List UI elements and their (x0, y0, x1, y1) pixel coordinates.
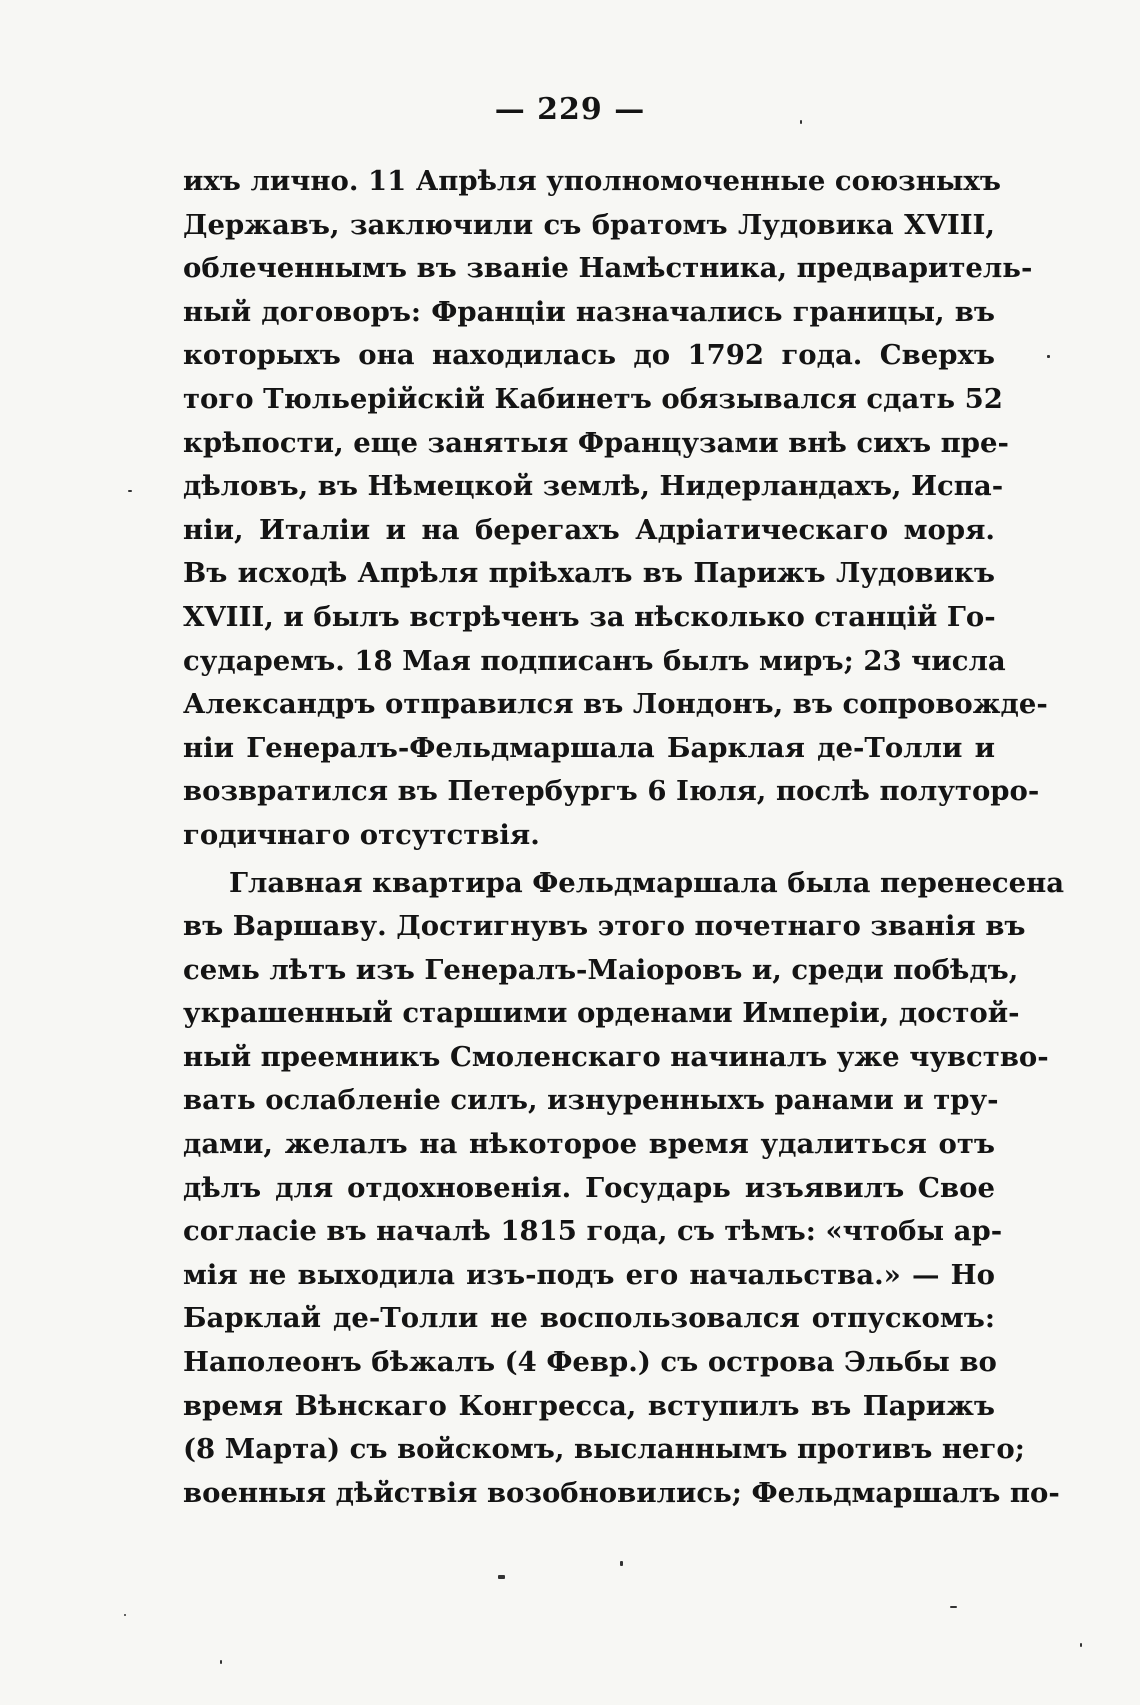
text-line: возвратился въ Петербургъ 6 Іюля, послѣ полуторо- (183, 775, 1040, 808)
paragraph-1 (183, 160, 1048, 858)
text-line: годичнаго отсутствія. (183, 818, 540, 851)
text-line: ніи Генералъ-Фельдмаршала Барклая де-Толли и (183, 731, 995, 764)
text-line: Державъ, заключили съ братомъ Лудовика XVIII, (183, 208, 995, 241)
scan-speck (124, 1614, 126, 1616)
text-line: ный договоръ: Франціи назначались границы, въ (183, 295, 995, 328)
text-line: украшенный старшими орденами Имперіи, достой- (183, 997, 1020, 1030)
text-line: семь лѣтъ изъ Генералъ-Маіоровъ и, среди побѣдъ, (183, 953, 1019, 986)
text-line: крѣпости, еще занятыя Французами внѣ сихъ пре- (183, 426, 1009, 459)
body-text (183, 160, 1065, 1515)
text-line: время Вѣнскаго Конгресса, вступилъ въ Парижъ (183, 1389, 995, 1422)
text-line: согласіе въ началѣ 1815 года, съ тѣмъ: «чтобы ар- (183, 1215, 1003, 1248)
text-line: (8 Марта) съ войскомъ, высланнымъ противъ него; (183, 1433, 1025, 1466)
scan-speck (498, 1575, 505, 1579)
page-number: — 229 — (494, 92, 646, 127)
scan-speck (128, 490, 132, 492)
text-line: ихъ лично. 11 Апрѣля уполномоченные союзныхъ (183, 165, 1001, 197)
text-line: дами, желалъ на нѣкоторое время удалиться отъ (183, 1128, 995, 1161)
text-line: Барклай де-Толли не воспользовался отпускомъ: (183, 1302, 995, 1335)
text-line: Александръ отправился въ Лондонъ, въ сопровожде- (183, 688, 1048, 721)
scan-speck (220, 1660, 222, 1664)
text-line: ный преемникъ Смоленскаго начиналъ уже чувство- (183, 1040, 1049, 1073)
scan-speck (1080, 1643, 1082, 1647)
text-line: Главная квартира Фельдмаршала была перенесена (229, 866, 1065, 899)
text-line: въ Варшаву. Достигнувъ этого почетнаго званія въ (183, 910, 1026, 943)
text-line: мія не выходила изъ-подъ его начальства.» — Но (183, 1258, 995, 1291)
text-line: военныя дѣйствія возобновились; Фельдмаршалъ по- (183, 1476, 1060, 1509)
text-line: которыхъ она находилась до 1792 года. Сверхъ (183, 339, 995, 372)
paragraph-2 (183, 862, 1065, 1516)
text-line: ніи, Италіи и на берегахъ Адріатическаго моря. (183, 513, 995, 546)
scan-speck (1047, 355, 1050, 358)
text-line: дѣловъ, въ Нѣмецкой землѣ, Нидерландахъ, Испа- (183, 470, 1004, 503)
text-line: дѣлъ для отдохновенія. Государь изъявилъ Свое (183, 1171, 995, 1204)
scan-speck (620, 1561, 623, 1566)
text-line: Въ исходѣ Апрѣля пріѣхалъ въ Парижъ Лудовикъ (183, 557, 995, 590)
text-line: облеченнымъ въ званіе Намѣстника, предваритель- (183, 252, 1033, 285)
scan-speck (950, 1606, 957, 1608)
text-line: Наполеонъ бѣжалъ (4 Февр.) съ острова Эльбы во (183, 1346, 997, 1379)
text-line: того Тюльерійскій Кабинетъ обязывался сдать 52 (183, 382, 1003, 415)
text-line: вать ослабленіе силъ, изнуренныхъ ранами и тру- (183, 1084, 999, 1117)
scan-speck (800, 120, 802, 124)
text-line: сударемъ. 18 Мая подписанъ былъ миръ; 23 числа (183, 644, 1006, 677)
text-line: XVIII, и былъ встрѣченъ за нѣсколько станцій Го- (183, 600, 996, 633)
